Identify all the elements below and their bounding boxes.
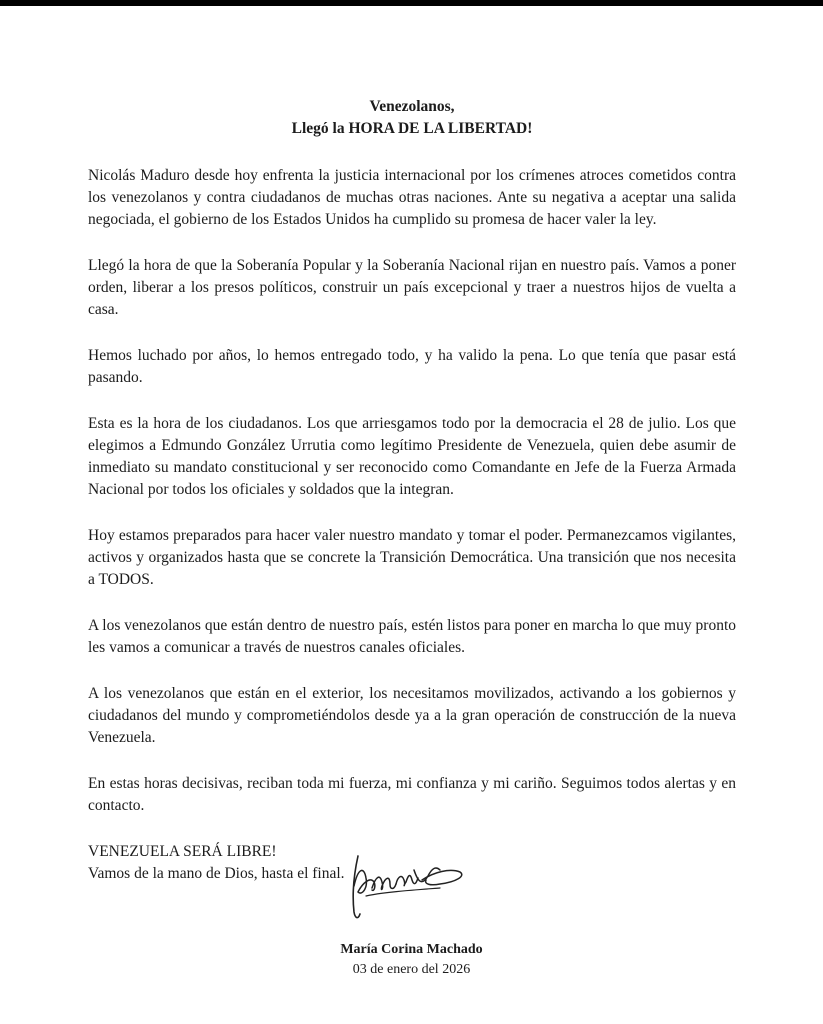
signer-name: María Corina Machado <box>340 942 483 957</box>
closing-line: Vamos de la mano de Dios, hasta el final. <box>88 865 345 882</box>
paragraph-6: A los venezolanos que están dentro de nuestro país, estén listos para poner en marcha lo que muy pronto les vamos a comunicar a través de nuestros canales oficiales. <box>88 617 736 656</box>
signature-block <box>0 940 823 980</box>
letter-date: 03 de enero del 2026 <box>352 962 471 977</box>
paragraph-3: Hemos luchado por años, lo hemos entregado todo, y ha valido la pena. Lo que tenía que pasar está pasando. <box>88 347 736 386</box>
letter-heading <box>88 96 736 140</box>
paragraph-2: Llegó la hora de que la Soberanía Popular y la Soberanía Nacional rijan en nuestro país. Vamos a poner orden, liberar a los presos políticos, construir un país excepcional y traer a nuestros hijos de vuelta a casa. <box>88 257 736 318</box>
handwritten-signature <box>344 846 468 926</box>
headline: Llegó la HORA DE LA LIBERTAD! <box>291 120 533 137</box>
closing-exclamation: VENEZUELA SERÁ LIBRE! <box>88 843 277 860</box>
paragraph-8: En estas horas decisivas, reciban toda mi fuerza, mi confianza y mi cariño. Seguimos todos alertas y en contacto. <box>88 775 736 814</box>
greeting: Venezolanos, <box>369 98 455 115</box>
paragraph-5: Hoy estamos preparados para hacer valer nuestro mandato y tomar el poder. Permanezcamos vigilantes, activos y organizados hasta que se concrete la Transición Democrática. Una transición que nos necesita a TODOS. <box>88 527 736 588</box>
top-border-bar <box>0 0 823 6</box>
letter-body <box>88 96 736 885</box>
paragraph-4: Esta es la hora de los ciudadanos. Los que arriesgamos todo por la democracia el 28 de julio. Los que elegimos a Edmundo González Urrutia como legítimo Presidente de Venezuela, quien debe asumir de inmediato su mandato constitucional y ser reconocido como Comandante en Jefe de la Fuerza Armada Nacional por todos los oficiales y soldados que la integran. <box>88 415 736 498</box>
paragraph-1: Nicolás Maduro desde hoy enfrenta la justicia internacional por los crímenes atroces cometidos contra los venezolanos y contra ciudadanos de muchas otras naciones. Ante su negativa a aceptar una salida negociada, el gobierno de los Estados Unidos ha cumplido su promesa de hacer valer la ley. <box>88 167 736 228</box>
paragraph-7: A los venezolanos que están en el exterior, los necesitamos movilizados, activando a los gobiernos y ciudadanos del mundo y comprometiéndolos desde ya a la gran operación de construcción de la nueva Venezuela. <box>88 685 736 746</box>
